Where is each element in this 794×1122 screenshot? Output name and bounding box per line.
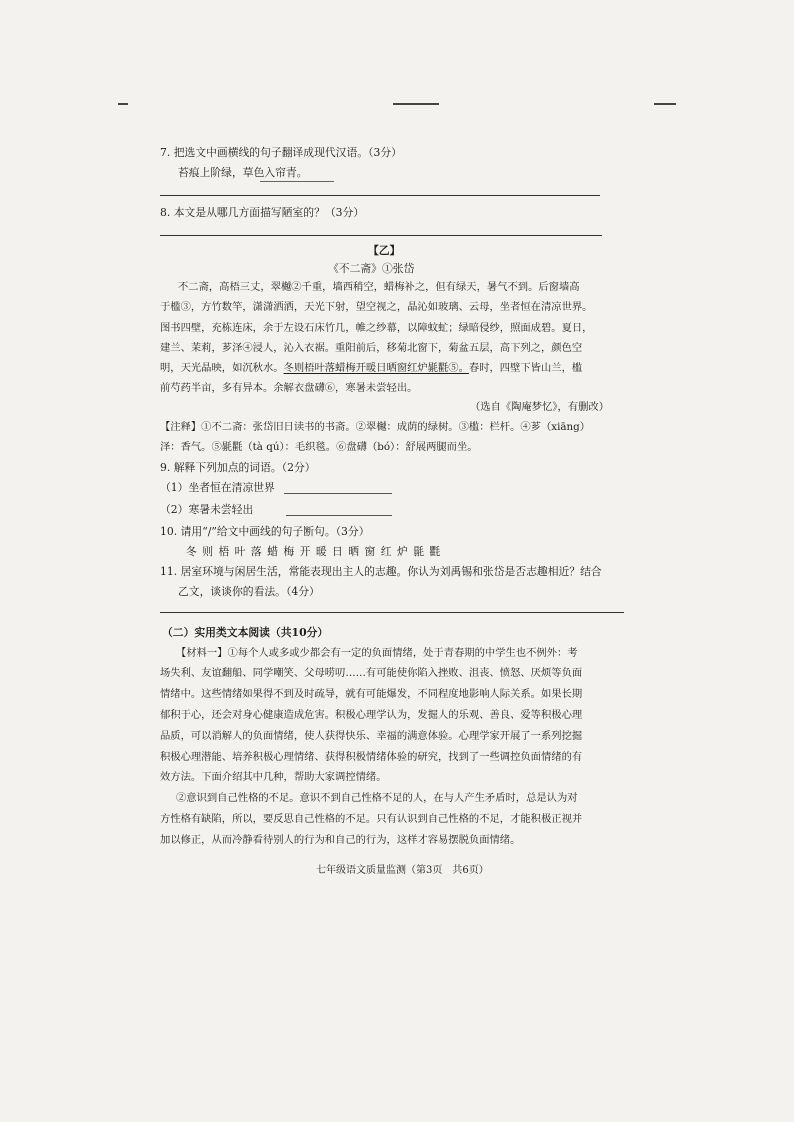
para2-line-1: ②意识到自己性格的不足。意识不到自己性格不足的人，在与人产生矛盾时，总是认为对 — [176, 792, 578, 804]
passage-line-4: 建兰、茉莉，芗泽④浸人，沁入衣裾。重阳前后，移菊北窗下，菊盆五层，高下列之，颜色空 — [160, 342, 583, 354]
question-7: 7. 把选文中画横线的句子翻译成现代汉语。（3分） — [160, 146, 402, 159]
para1-line-7: 效方法。下面介绍其中几种，帮助大家调控情绪。 — [160, 771, 387, 783]
question-8: 8. 本文是从哪几方面描写陋室的？（3分） — [160, 206, 365, 219]
question-10-sentence: 冬 则 梧 叶 落 蜡 梅 开 暖 日 晒 窗 红 炉 毾 氍 — [186, 545, 442, 558]
question-11-line-2: 乙文，谈谈你的看法。（4分） — [178, 585, 320, 598]
answer-line-8 — [160, 235, 602, 236]
answer-line-7a — [260, 181, 334, 182]
question-9-1: （1）坐者恒在清凉世界 — [160, 481, 275, 494]
para1-line-1: 【材料一】①每个人或多或少都会有一定的负面情绪，处于青春期的中学生也不例外：考 — [176, 647, 578, 659]
passage-line-6: 前芍药半亩，多有异本。余解衣盘礴⑥，寒暑未尝轻出。 — [160, 382, 418, 394]
scan-mark-left — [118, 103, 128, 105]
passage-line-3: 图书四壁，充栋连床，余于左设石床竹几，帷之纱幕，以障蚊虻；绿暗侵纱，照面成碧。夏日， — [160, 322, 593, 334]
answer-line-11 — [160, 612, 624, 613]
answer-line-7b — [160, 195, 600, 196]
section-heading: （二）实用类文本阅读（共10分） — [162, 626, 329, 639]
para1-line-6: 积极心理潜能、培养积极心理情绪、获得积极情绪体验的研究，找到了一些调控负面情绪的有 — [160, 751, 583, 763]
para1-line-5: 品质，可以消解人的负面情绪，使人获得快乐、幸福的满意体验。心理学家开展了一系列挖掘 — [160, 730, 583, 742]
question-9: 9. 解释下列加点的词语。（2分） — [160, 461, 316, 474]
notes-line-2: 泽：香气。⑤毾氍（tà qú）：毛织毯。⑥盘礴（bó）：舒展两腿而坐。 — [160, 441, 478, 453]
passage-line-5 — [160, 361, 582, 375]
para1-line-3: 情绪中。这些情绪如果得不到及时疏导，就有可能爆发，不同程度地影响人际关系。如果长期 — [160, 688, 583, 700]
passage-label: 【乙】 — [368, 244, 401, 257]
passage-line-5-start: 明，天光晶映，如沉秋水。 — [160, 362, 284, 374]
question-11-line-1: 11. 居室环境与闲居生活，常能表现出主人的志趣。你认为刘禹锡和张岱是否志趣相近？结合 — [160, 565, 602, 578]
para2-line-2: 方性格有缺陷，所以，要反思自己性格的不足。只有认识到自己性格的不足，才能积极正视并 — [160, 813, 583, 825]
question-9-2: （2）寒暑未尝轻出 — [160, 503, 254, 516]
answer-line-9-1 — [284, 493, 392, 494]
para1-line-2: 场失利、友谊翻船、同学嘲笑、父母唠叨……有可能使你陷入挫败、沮丧、愤怒、厌烦等负面 — [160, 667, 583, 679]
passage-line-1: 不二斋，高梧三丈，翠樾②千重，墙西稍空，蜡梅补之，但有绿天，暑气不到。后窗墙高 — [178, 281, 580, 293]
passage-line-5-end: 春时，四壁下皆山兰，槛 — [468, 362, 583, 374]
answer-line-9-2 — [286, 515, 392, 516]
page-footer: 七年级语文质量监测（第3页 共6页） — [316, 865, 489, 876]
passage-title: 《不二斋》①张岱 — [328, 262, 415, 275]
scan-mark-center — [393, 103, 439, 105]
passage-line-2: 于槛③，方竹数竿，潇潇洒洒，天光下射，望空视之，晶沁如玻璃、云母，坐者恒在清凉世界。 — [160, 301, 593, 313]
passage-source: （选自《陶庵梦忆》，有删改） — [470, 401, 610, 413]
underlined-sentence: 冬则梧叶落蜡梅开暖日晒窗红炉毾氍⑤。 — [283, 362, 469, 374]
question-7-sentence: 苔痕上阶绿，草色入帘青。 — [178, 166, 308, 179]
para2-line-3: 加以修正，从而冷静看待别人的行为和自己的行为，这样才容易摆脱负面情绪。 — [160, 834, 521, 846]
notes-line-1: 【注释】①不二斋：张岱旧日读书的书斋。②翠樾：成荫的绿树。③槛：栏杆。④芗（xiāng） — [160, 421, 591, 433]
para1-line-4: 郁积于心，还会对身心健康造成危害。积极心理学认为，发掘人的乐观、善良、爱等积极心理 — [160, 709, 583, 721]
scan-mark-right — [654, 103, 676, 105]
question-10: 10. 请用“/”给文中画线的句子断句。（3分） — [160, 525, 370, 538]
